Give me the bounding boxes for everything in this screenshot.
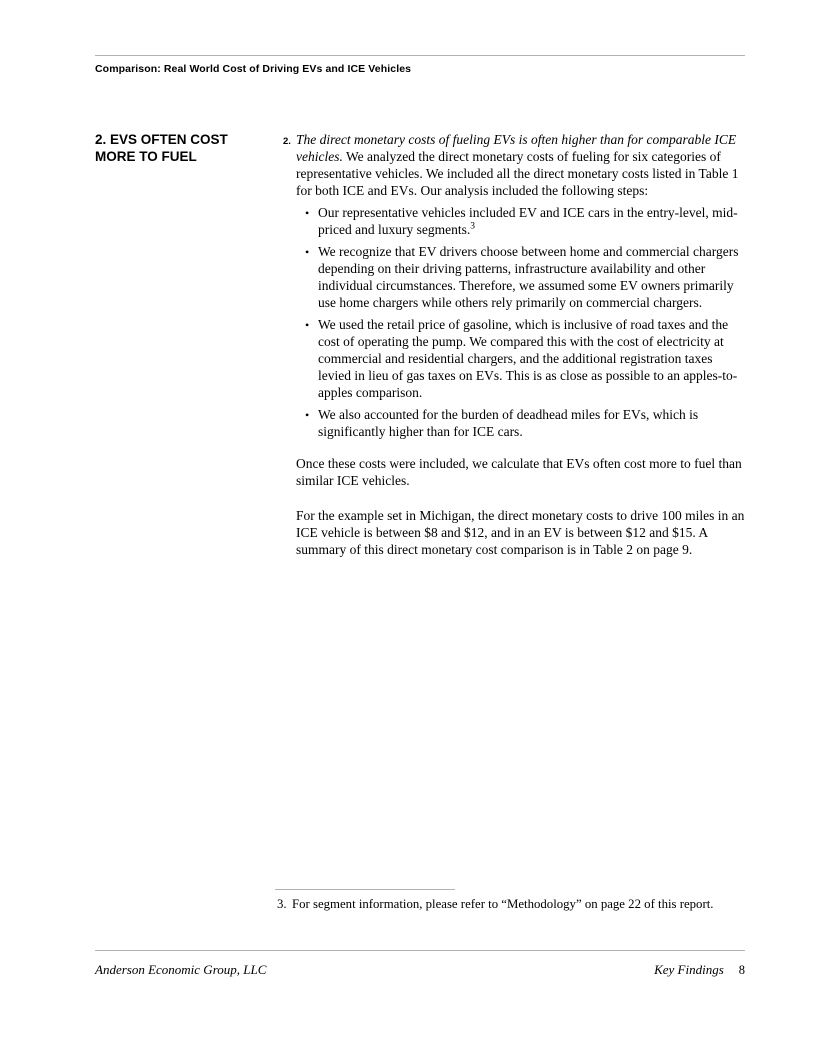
bullet-icon: • [305,318,310,332]
lead-sentence-rest: We analyzed the direct monetary costs of fueling for six categories of representative vehicles. We included all the direct monetary costs listed in Table 1 for both ICE and EVs. Our analysis included the following steps: [296,149,739,198]
bullet-icon: • [305,408,310,422]
footer-divider [95,950,745,951]
footnote-text: For segment information, please refer to “Methodology” on page 22 of this report. [292,897,714,911]
page-footer [95,962,745,978]
section-heading-line-2: MORE TO FUEL [95,149,197,164]
footer-section-name: Key Findings [654,962,724,977]
bullet-text: Our representative vehicles included EV and ICE cars in the entry-level, mid-priced and luxury segments. [318,205,738,237]
footnote-divider [275,889,455,890]
footnote-reference: 3 [470,221,475,232]
bullet-icon: • [305,206,310,220]
lead-sentence-italic: The direct monetary costs of fueling EVs is often higher than for comparable ICE vehicles. [296,132,737,164]
footnote-number: 3. [277,897,287,911]
body-content [283,131,745,558]
section-heading-line-1: 2. EVS OFTEN COST [95,132,228,147]
list-item-number: 2. [283,136,291,147]
footer-right-group [654,962,745,978]
list-item [296,243,745,311]
bullet-text: We recognize that EV drivers choose between home and commercial chargers depending on their driving patterns, infrastructure availability and other individual circumstances. Therefore, we assumed some EV owners primarily use home chargers while others rely primarily on commercial chargers. [318,244,739,310]
footer-page-number: 8 [738,963,745,977]
header-divider [95,55,745,56]
lead-paragraph [283,131,745,199]
bullet-list [296,204,745,440]
list-item [296,204,745,238]
bullet-text: We used the retail price of gasoline, which is inclusive of road taxes and the cost of operating the pump. We compared this with the cost of electricity at commercial and residential chargers, and the additional registration taxes levied in lieu of gas taxes on EVs. This is as close as possible to an apples-to-apples comparison. [318,317,738,400]
running-header-title: Comparison: Real World Cost of Driving EVs and ICE Vehicles [95,63,412,75]
paragraph: For the example set in Michigan, the direct monetary costs to drive 100 miles in an ICE vehicle is between $8 and $12, and in an EV is between $12 and $15. A summary of this direct monetary cost comparison is in Table 2 on page 9. [296,508,745,557]
bullet-icon: • [305,245,310,259]
list-item [296,316,745,401]
paragraph: Once these costs were included, we calculate that EVs often cost more to fuel than similar ICE vehicles. [296,456,742,488]
bullet-text: We also accounted for the burden of deadhead miles for EVs, which is significantly higher than for ICE cars. [318,407,699,439]
footer-company-name: Anderson Economic Group, LLC [95,962,267,977]
list-item [296,406,745,440]
footnote [277,896,735,913]
section-heading [95,131,265,165]
